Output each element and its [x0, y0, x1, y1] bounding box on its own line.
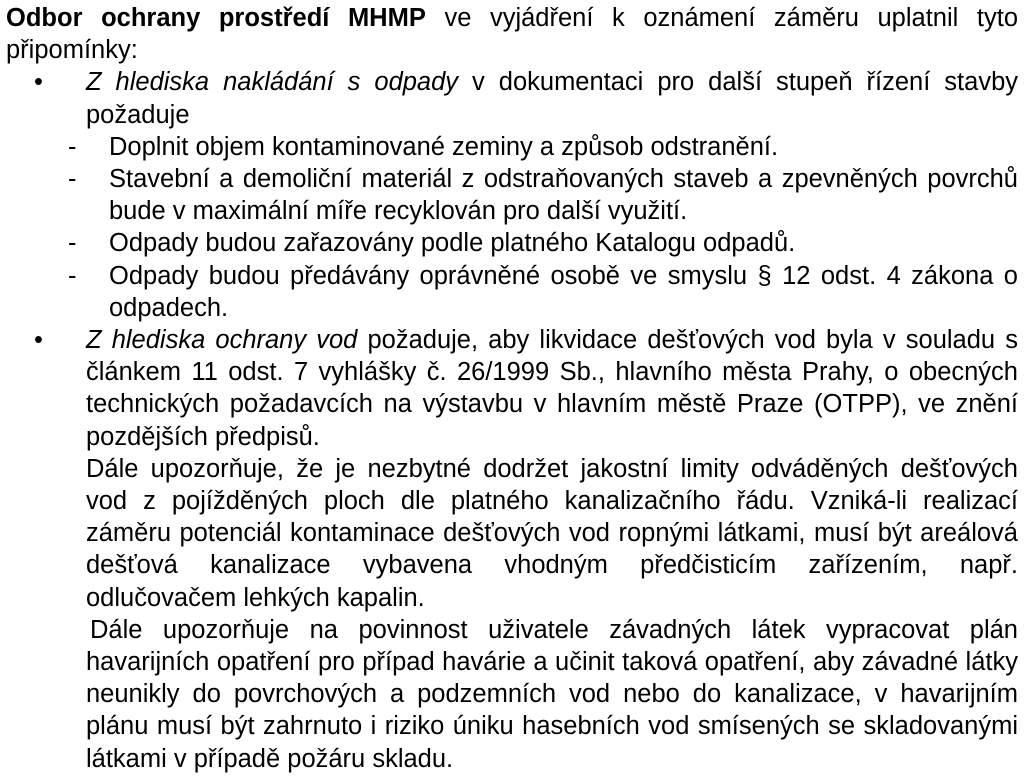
bullet-item-water: [6, 324, 1018, 775]
dash-item: [6, 227, 1018, 259]
intro-lead: Odbor ochrany prostředí MHMP: [6, 4, 426, 32]
intro-paragraph: [6, 2, 1018, 66]
bullet-icon: •: [34, 326, 43, 355]
bullet-water-heading: Z hlediska ochrany vod: [86, 326, 358, 355]
intro-rest: ve vyjádření k oznámení záměru uplatnil tyto připomínky:: [6, 4, 1018, 65]
bullet-waste-text: [86, 66, 1018, 130]
bullet-water-text: [86, 324, 1018, 453]
dash-icon: -: [68, 165, 77, 194]
document-page: [6, 2, 1018, 775]
dash-item-text: Doplnit objem kontaminované zeminy a způsob odstranění.: [109, 132, 779, 161]
dash-item: [6, 260, 1018, 324]
bullet-list: [6, 324, 1018, 775]
dash-icon: -: [68, 261, 77, 290]
dash-list: [6, 131, 1018, 324]
bullet-list: [6, 66, 1018, 130]
dash-item-text: Stavební a demoliční materiál z odstraňovaných staveb a zpevněných povrchů bude v maximální míře recyklován pro další využití.: [109, 165, 1018, 226]
bullet-water-paragraph: Dále upozorňuje na povinnost uživatele závadných látek vypracovat plán havarijních opatření pro případ havárie a učinit taková opatření, aby závadné látky neunikly do povrchových a podzemních vod nebo do kanalizace, v havarijním plánu musí být zahrnuto i riziko úniku hasebních vod smísených se skladovanými látkami v případě požáru skladu.: [86, 615, 1018, 773]
bullet-icon: •: [34, 68, 43, 97]
dash-item: [6, 163, 1018, 227]
bullet-waste-body: v dokumentaci pro další stupeň řízení stavby požaduje: [86, 68, 1018, 129]
bullet-waste-heading: Z hlediska nakládání s odpady: [86, 68, 459, 97]
bullet-water-paragraph: Dále upozorňuje, že je nezbytné dodržet jakostní limity odváděných dešťových vod z pojížděných ploch dle platného kanalizačního řádu. Vzniká-li realizací záměru potenciál kontaminace dešťových vod ropnými látkami, musí být areálová dešťová kanalizace vybavena vhodným předčisticím zařízením, např. odlučovačem lehkých kapalin.: [86, 454, 1018, 612]
dash-item-text: Odpady budou zařazovány podle platného Katalogu odpadů.: [109, 229, 796, 258]
bullet-water-body: požaduje, aby likvidace dešťových vod byla v souladu s článkem 11 odst. 7 vyhlášky č. 26/1999 Sb., hlavního města Prahy, o obecných technických požadavcích na výstavbu v hlavním městě Praze (OTPP), ve znění pozdějších předpisů.: [86, 326, 1018, 451]
dash-icon: -: [68, 229, 77, 258]
dash-item-text: Odpady budou předávány oprávněné osobě ve smyslu § 12 odst. 4 zákona o odpadech.: [109, 261, 1018, 322]
bullet-item-waste: [6, 66, 1018, 130]
dash-item: [6, 131, 1018, 163]
dash-icon: -: [68, 132, 77, 161]
